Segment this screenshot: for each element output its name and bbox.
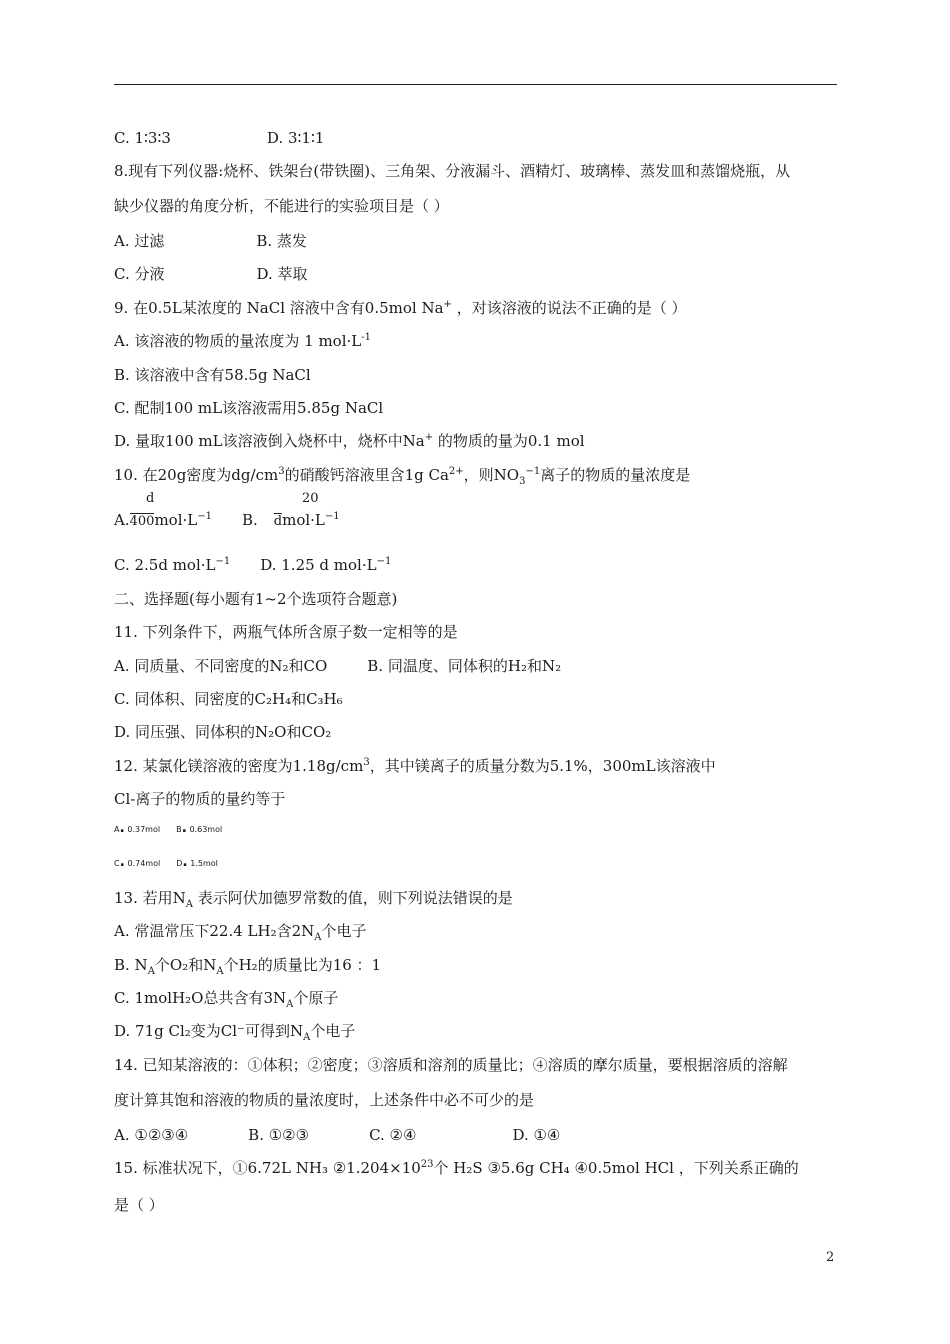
q15-stem-line2: 是（ ） [114, 1196, 164, 1214]
q10-frac-a-numerator: d [146, 491, 155, 506]
q7-options [114, 128, 324, 148]
q10-options-cd: C. 2.5d $mol\cdot L^{-1}$ D. 1.25 d $mol\cdot L^{-1}$ [114, 556, 392, 574]
q11-option-c: C. 同体积、同密度的C₂H₄和C₃H₆ [114, 690, 343, 708]
section-2-heading: 二、选择题(每小题有1~2个选项符合题意) [114, 590, 398, 608]
q14-options: A. ①②③④ B. ①②③ C. ②④ D. ①④ [114, 1126, 561, 1144]
q7-option-c: C. 1∶3∶3 [114, 129, 171, 147]
q9-option-a: A. 该溶液的物质的量浓度为 1 $mol\cdot L^{-1}$ [114, 332, 371, 350]
q14-stem-line1: 14. 已知某溶液的：①体积；②密度；③溶质和溶剂的质量比；④溶质的摩尔质量，要根据溶质的溶解 [114, 1056, 788, 1074]
q10-frac-a-denominator: 400 [129, 514, 155, 529]
q13-option-b: B. $N_A$个O₂和$N_A$个H₂的质量比为16 ：1 [114, 956, 382, 977]
q8-option-b: B. 蒸发 [256, 232, 307, 250]
q13-option-a: A. 常温常压下22.4 LH₂含$2N_A$个电子 [114, 922, 367, 943]
q10-stem: 10. 在20g密度为$dg/cm^3$的硝酸钙溶液里含1g $Ca^{2+}$，则$NO_3^{-1}$离子的物质的量浓度是 [114, 466, 691, 487]
q13-stem: 13. 若用$N_A$ 表示阿伏加德罗常数的值，则下列说法错误的是 [114, 889, 513, 910]
q8-option-a: A. 过滤 [114, 232, 165, 250]
q9-option-d: D. 量取100 mL该溶液倒入烧杯中，烧杯中Na+ 的物质的量为0.1 mol [114, 432, 585, 450]
q9-stem: 9. 在0.5L某浓度的 NaCl 溶液中含有0.5mol Na+ ，对该溶液的说法不正确的是（ ） [114, 299, 687, 317]
q13-option-c: C. 1molH₂O总共含有$3N_A$个原子 [114, 989, 339, 1010]
q11-options-ab: A. 同质量、不同密度的N₂和CO B. 同温度、同体积的H₂和N₂ [114, 657, 562, 675]
q10-options-ab: $A.400mol\cdot L^{-1}$ B. $dmol\cdot L^{-1}$ [114, 511, 340, 529]
q15-stem-line1: 15. 标准状况下，①6.72L NH₃ $②1.204\times 10^{23}$个 H₂S ③5.6g CH₄ ④0.5mol HCl ，下列关系正确的 [114, 1159, 799, 1177]
q11-option-d: D. 同压强、同体积的N₂O和CO₂ [114, 723, 332, 741]
header-rule [114, 84, 837, 85]
q14-stem-line2: 度计算其饱和溶液的物质的量浓度时，上述条件中必不可少的是 [114, 1091, 535, 1109]
q8-stem-line1: 8.现有下列仪器:烧杯、铁架台(带铁圈)、三角架、分液漏斗、酒精灯、玻璃棒、蒸发皿和蒸馏烧瓶，从 [114, 162, 791, 180]
q10-frac-b-numerator: 20 [302, 491, 319, 506]
q7-option-d: D. 3∶1∶1 [266, 129, 325, 147]
q12-options-cd: C. 0.74mol D. 1.5mol [114, 854, 218, 870]
q8-options-cd [114, 264, 308, 284]
q13-option-d: D. 71g Cl₂变为Cl⁻可得到$N_A$个电子 [114, 1022, 356, 1043]
q12-stem-line2: Cl-离子的物质的量约等于 [114, 790, 286, 808]
q12-options-ab: A. 0.37mol B. 0.63mol [114, 820, 223, 836]
q8-stem-line2: 缺少仪器的角度分析，不能进行的实验项目是（ ） [114, 197, 449, 215]
q9-option-b: B. 该溶液中含有58.5g NaCl [114, 366, 311, 384]
page-number: 2 [826, 1250, 835, 1265]
q11-stem: 11. 下列条件下，两瓶气体所含原子数一定相等的是 [114, 623, 458, 641]
q8-option-c: C. 分液 [114, 265, 165, 283]
q9-option-c: C. 配制100 mL该溶液需用5.85g NaCl [114, 399, 384, 417]
q8-option-d: D. 萃取 [256, 265, 308, 283]
q8-options-ab [114, 231, 307, 251]
q12-stem-line1: 12. 某氯化镁溶液的密度为$1.18g/cm^3$，其中镁离子的质量分数为5.1%，300mL该溶液中 [114, 757, 716, 775]
q10-frac-b-denominator: d [273, 514, 283, 529]
